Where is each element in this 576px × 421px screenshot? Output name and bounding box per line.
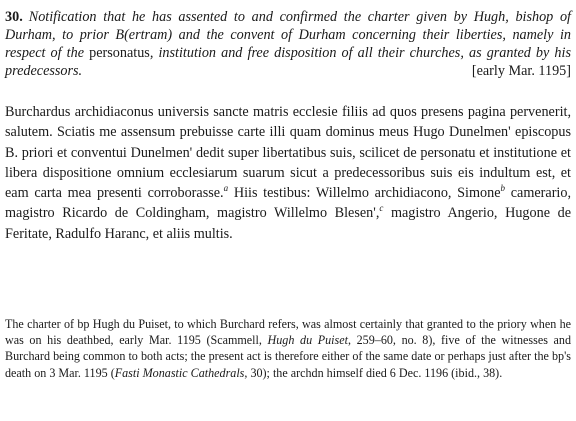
footnote-marker-a: a	[223, 183, 229, 194]
document-heading	[5, 8, 571, 80]
note-segment-1: The charter of bp Hugh du Puiset, to which Burchard refers, was almost certainly that granted to the priory when he was on his deathbed, early Mar. 1195 (Scammell,	[5, 317, 571, 348]
heading-summary-part2: , institution and free disposition of all their churches, as granted by his predecessors.	[5, 45, 571, 79]
charter-text-segment-2: Hiis testibus: Willelmo archidiacono, Simone	[228, 185, 501, 202]
note-segment-3: , 30); the archdn himself died 6 Dec. 1196 (ibid., 38).	[244, 365, 503, 380]
charter-text-segment-1: Burchardus archidiaconus universis sancte matris ecclesie filiis ad quos presens pagina pervenerit, salutem. Sciatis me assensum prebuisse carte illi quam dominus meus Hugo Dunelmen' episcopus B. priori et conventui Dunelmen' dedit super libertatibus suis, scilicet de personatu et institutione et libera dispositione omnium ecclesiarum suarum sicut a predecessoribus suis eis indultum est, et eam carta mea presenti corroborasse.	[5, 104, 571, 202]
heading-date: [early Mar. 1195]	[471, 63, 571, 79]
charter-text	[5, 102, 571, 244]
footnote-marker-b: b	[500, 183, 506, 194]
heading-term-personatus: personatus	[89, 45, 150, 61]
document-number: 30.	[5, 9, 23, 25]
heading-summary-part1: Notification that he has assented to and confirmed the charter given by Hugh, bishop of Durham, to prior B(ertram) and the convent of Durham concerning their liberties, namely in respect of the	[5, 9, 571, 61]
charter-text-segment-3: camerario, magistro Ricardo de Coldingham, magistro Willelmo Blesen',	[5, 185, 571, 222]
note-reference-fasti: Fasti Monastic Cathedrals	[114, 365, 245, 380]
footnote-marker-c: c	[379, 203, 384, 214]
charter-text-segment-4: magistro Angerio, Hugone de Feritate, Radulfo Haranc, et aliis multis.	[5, 205, 571, 242]
commentary-note	[5, 316, 571, 381]
note-segment-2: , 259–60, no. 8), five of the witnesses and Burchard being common to both acts; the present act is therefore either of the same date or perhaps just after the bp's death on 3 Mar. 1195 (	[5, 333, 571, 380]
note-reference-hugh-du-puiset: Hugh du Puiset	[267, 333, 348, 348]
